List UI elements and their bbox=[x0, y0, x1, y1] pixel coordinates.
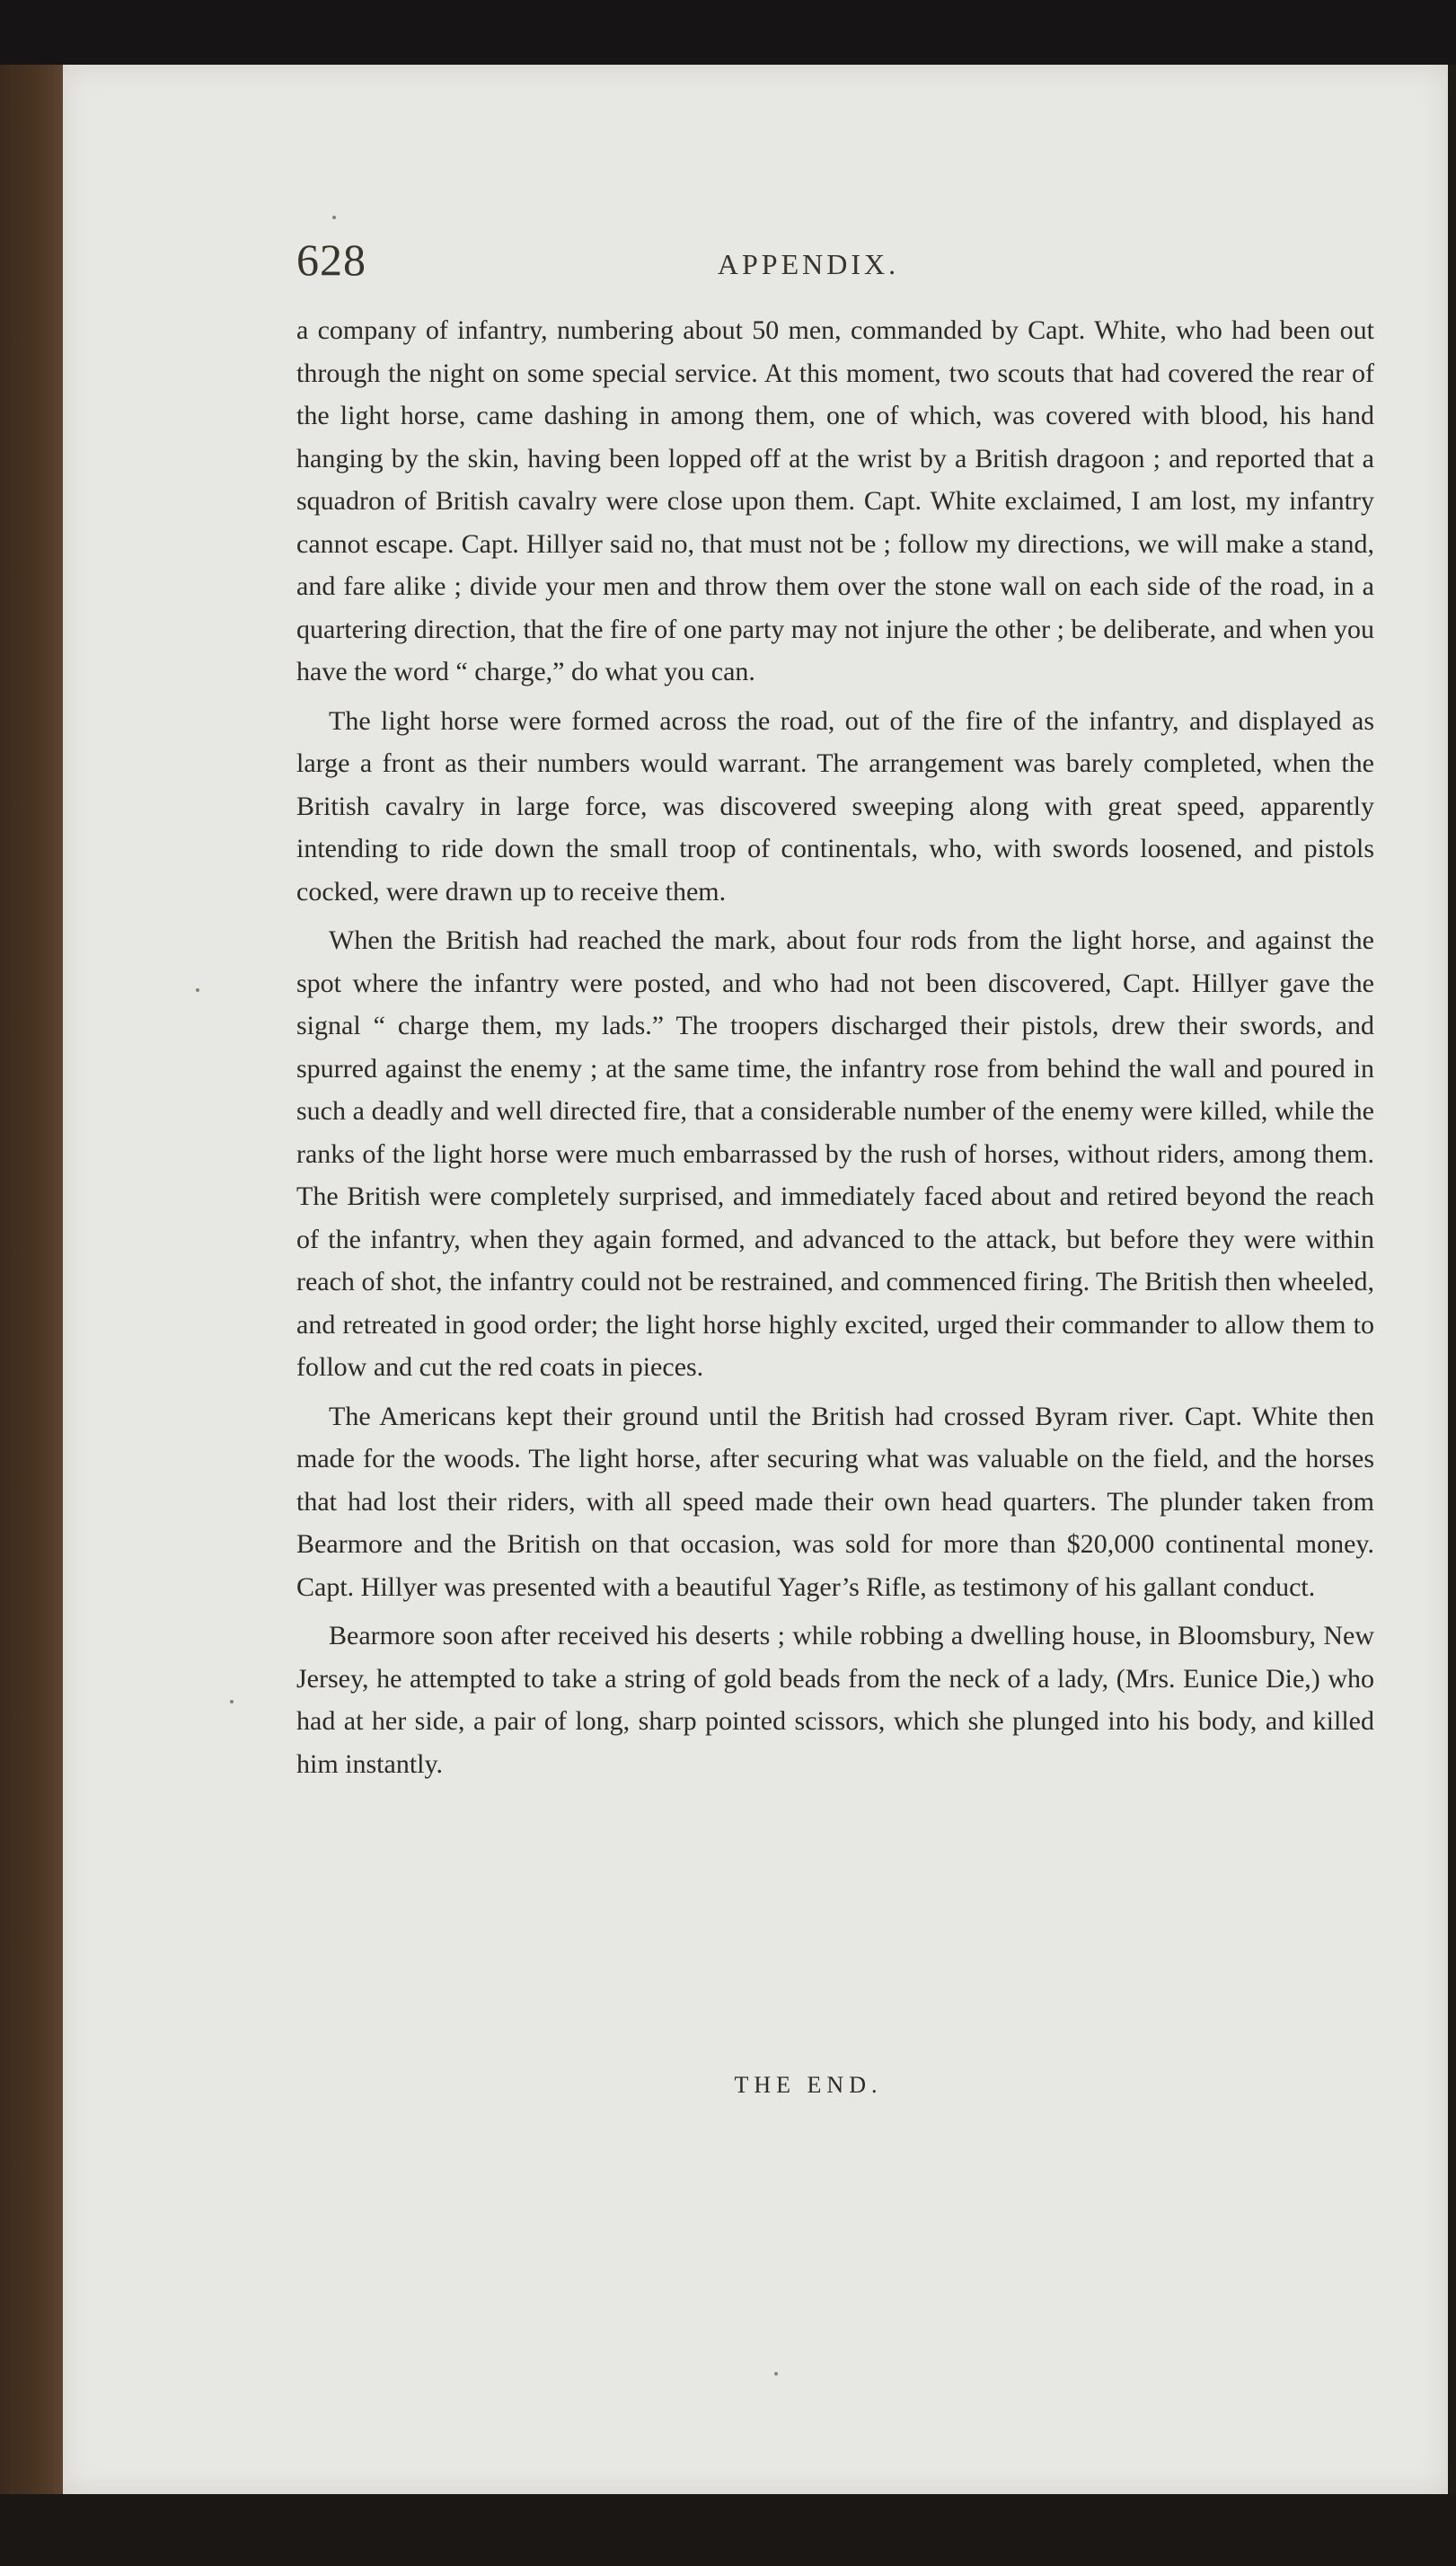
paper-speck bbox=[774, 2372, 778, 2376]
running-title: APPENDIX. bbox=[717, 248, 900, 280]
running-head bbox=[296, 180, 1374, 288]
book-spine-edge bbox=[0, 65, 63, 2566]
paragraph: a company of infantry, numbering about 50 men, commanded by Capt. White, who had been out through the night on some special service. At this moment, two scouts that had covered the rear of the light horse, came dashing in among them, one of which, was covered with blood, his hand hanging by the skin, having been lopped off at the wrist by a British dragoon ; and reported that a squadron of British cavalry were close upon them. Capt. White exclaimed, I am lost, my infantry cannot escape. Capt. Hillyer said no, that must not be ; follow my directions, we will make a stand, and fare alike ; divide your men and throw them over the stone wall on each side of the road, in a quartering direction, that the fire of one party may not injure the other ; be deliberate, and when you have the word “ charge,” do what you can. bbox=[296, 315, 1374, 686]
paragraph: The light horse were formed across the road, out of the fire of the infantry, and displayed as large a front as their numbers would warrant. The arrangement was barely completed, when the British cavalry in large force, was discovered sweeping along with great speed, apparently intending to ride down the small troop of continentals, who, with swords loosened, and pistols cocked, were drawn up to receive them. bbox=[296, 705, 1374, 907]
scan-right-border bbox=[1448, 65, 1456, 2566]
page-number: 628 bbox=[296, 234, 366, 285]
scan-bottom-border bbox=[0, 2494, 1456, 2566]
paper-speck bbox=[196, 988, 199, 992]
body-text bbox=[296, 309, 1374, 1792]
paragraph: When the British had reached the mark, about four rods from the light horse, and against the spot where the infantry were posted, and who had not been discovered, Capt. Hillyer gave the signal “ charge them, my lads.” The troopers discharged their pistols, drew their swords, and spurred against the enemy ; at the same time, the infantry rose from behind the wall and poured in such a deadly and well directed fire, that a considerable number of the enemy were killed, while the ranks of the light horse were much embarrassed by the rush of horses, without riders, among them. The British were completely surprised, and immediately faced about and retired beyond the reach of the infantry, when they again formed, and advanced to the attack, but before they were within reach of shot, the infantry could not be restrained, and commenced firing. The British then wheeled, and retreated in good order; the light horse highly excited, urged their commander to allow them to follow and cut the red coats in pieces. bbox=[296, 925, 1374, 1382]
the-end: THE END. bbox=[734, 2072, 883, 2098]
paragraph: The Americans kept their ground until the British had crossed Byram river. Capt. White then made for the woods. The light horse, after securing what was valuable on the field, and the horses that had lost their riders, with all speed made their own head quarters. The plunder taken from Bearmore and the British on that occasion, was sold for more than $20,000 continental money. Capt. Hillyer was presented with a beautiful Yager’s Rifle, as testimony of his gallant conduct. bbox=[296, 1401, 1374, 1602]
paper-speck bbox=[230, 1700, 234, 1703]
scan-top-border bbox=[0, 0, 1456, 65]
paragraph: Bearmore soon after received his deserts ; while robbing a dwelling house, in Bloomsbury, New Jersey, he attempted to take a string of gold beads from the neck of a lady, (Mrs. Eunice Die,) who had at her side, a pair of long, sharp pointed scissors, which she plunged into his body, and killed him instantly. bbox=[296, 1621, 1374, 1779]
